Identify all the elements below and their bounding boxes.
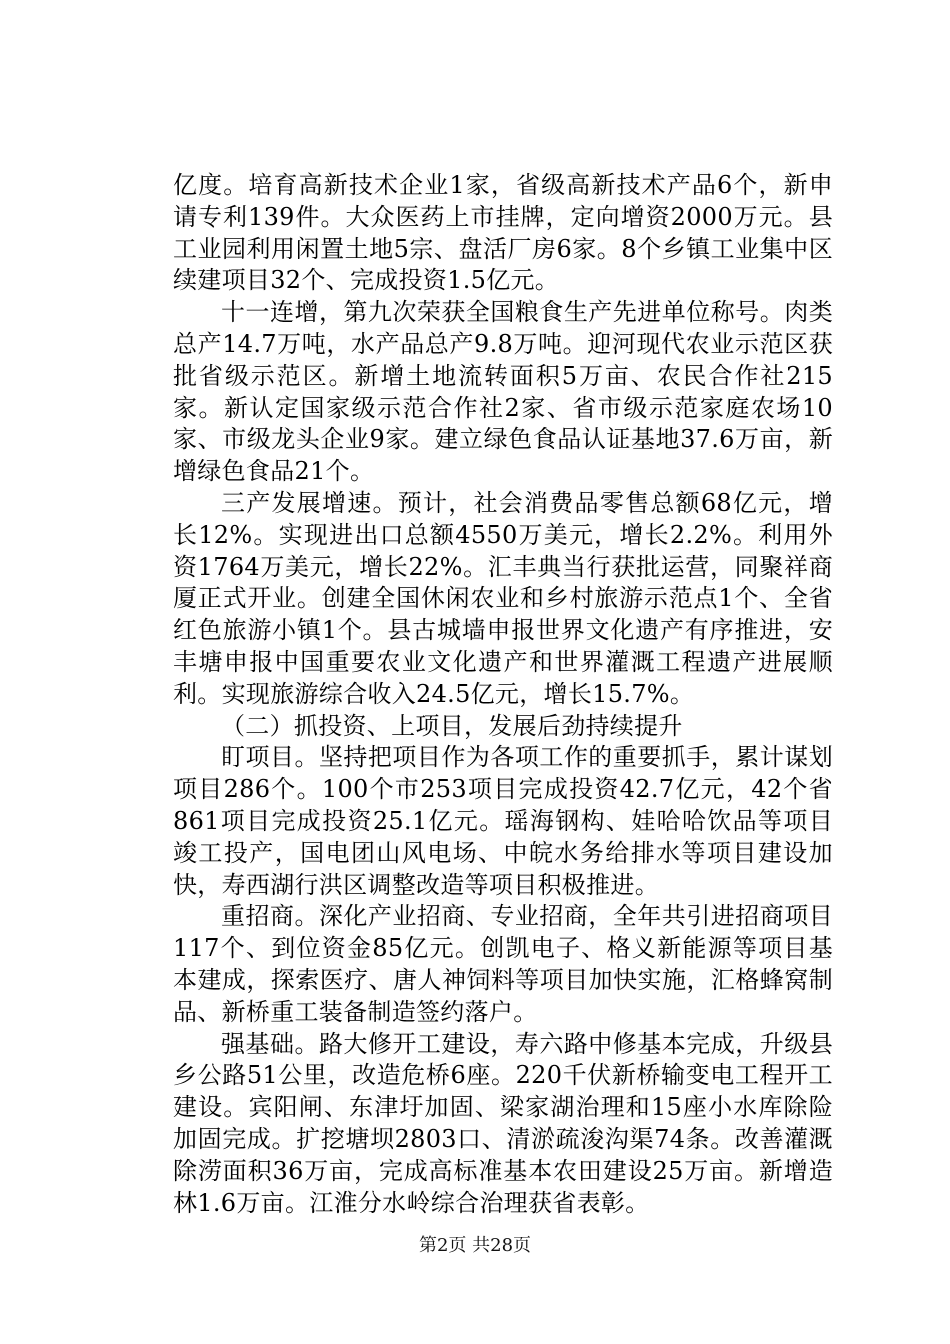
paragraph-industry-continued: 亿度。培育高新技术企业1家，省级高新技术产品6个，新申请专利139件。大众医药上市挂牌，定向增资2000万元。县工业园利用闲置土地5宗、盘活厂房6家。8个乡镇工业集中区续建项目32个、完成投资1.5亿元。 — [173, 171, 833, 295]
paragraph-tertiary-industry: 三产发展增速。预计，社会消费品零售总额68亿元，增长12%。实现进出口总额4550万美元，增长2.2%。利用外资1764万美元，增长22%。汇丰典当行获批运营，同聚祥商厦正式开业。创建全国休闲农业和乡村旅游示范点1个、全省红色旅游小镇1个。县古城墙申报世界文化遗产有序推进，安丰塘申报中国重要农业文化遗产和世界灌溉工程遗产进展顺利。实现旅游综合收入24.5亿元，增长15.7%。 — [173, 488, 833, 708]
section-heading-investment: （二）抓投资、上项目，发展后劲持续提升 — [221, 711, 683, 740]
paragraph-investment-attraction: 重招商。深化产业招商、专业招商，全年共引进招商项目117个、到位资金85亿元。创凯电子、格义新能源等项目基本建成，探索医疗、唐人神饲料等项目加快实施，汇格蜂窝制品、新桥重工装备制造签约落户。 — [173, 902, 833, 1026]
paragraph-infrastructure: 强基础。路大修开工建设，寿六路中修基本完成，升级县乡公路51公里，改造危桥6座。220千伏新桥输变电工程开工建设。宾阳闸、东津圩加固、梁家湖治理和15座小水库除险加固完成。扩挖塘坝2803口、清淤疏浚沟渠74条。改善灌溉除涝面积36万亩，完成高标准基本农田建设25万亩。新增造林1.6万亩。江淮分水岭综合治理获省表彰。 — [173, 1029, 833, 1217]
paragraph-agriculture: 十一连增，第九次荣获全国粮食生产先进单位称号。肉类总产14.7万吨，水产品总产9.8万吨。迎河现代农业示范区获批省级示范区。新增土地流转面积5万亩、农民合作社215家。新认定国家级示范合作社2家、省市级示范家庭农场10家、市级龙头企业9家。建立绿色食品认证基地37.6万亩，新增绿色食品21个。 — [173, 298, 833, 486]
paragraph-projects: 盯项目。坚持把项目作为各项工作的重要抓手，累计谋划项目286个。100个市253项目完成投资42.7亿元，42个省861项目完成投资25.1亿元。瑶海钢构、娃哈哈饮品等项目竣工投产，国电团山风电场、中皖水务给排水等项目建设加快，寿西湖行洪区调整改造等项目积极推进。 — [173, 743, 833, 899]
document-body — [173, 170, 833, 1219]
page-footer: 第2页 共28页 — [418, 1235, 532, 1256]
